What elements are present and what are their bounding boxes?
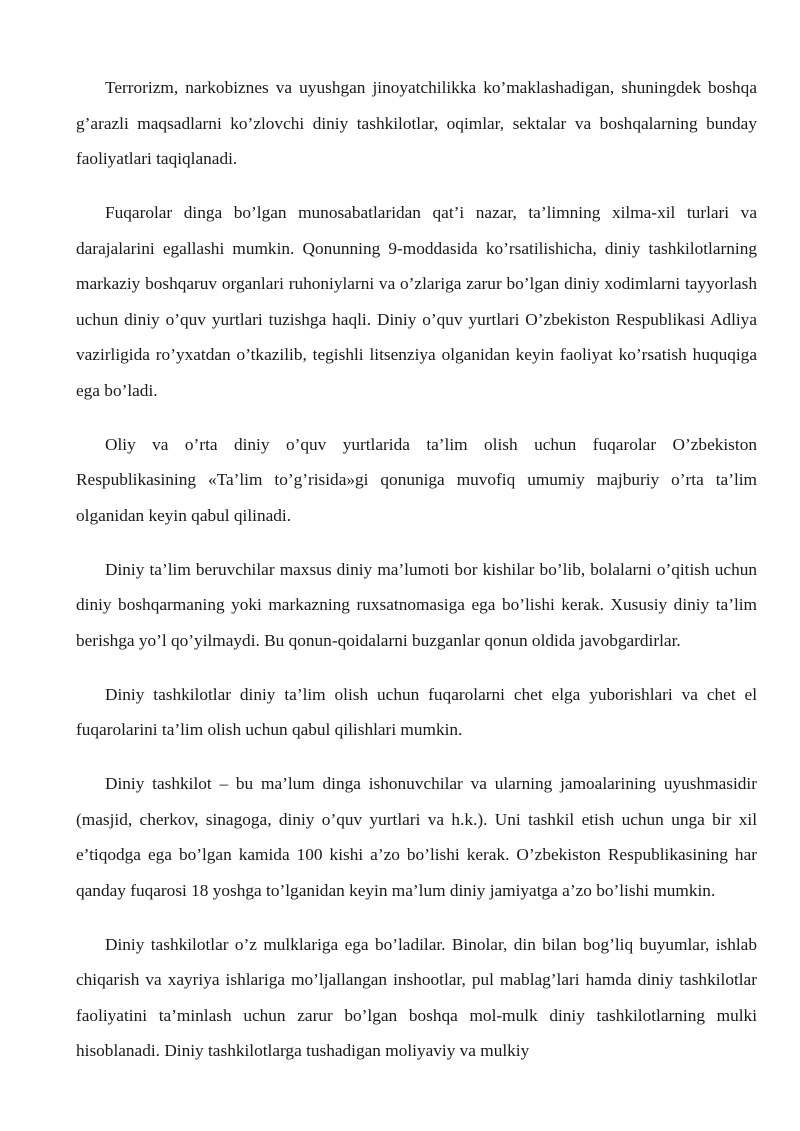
document-page	[76, 70, 757, 1087]
paragraph-teachers: Diniy ta’lim beruvchilar maxsus diniy ma’lumoti bor kishilar bo’lib, bolalarni o’qitish uchun diniy boshqarmaning yoki markazning ruxsatnomasiga ega bo’lishi kerak. Xususiy diniy ta’lim berishga yo’l qo’yilmaydi. Bu qonun-qoidalarni buzganlar qonun oldida javobgardirlar.	[76, 559, 757, 650]
paragraph-property: Diniy tashkilotlar o’z mulklariga ega bo’ladilar. Binolar, din bilan bog’liq buyumlar, ishlab chiqarish va xayriya ishlariga mo’ljallangan inshootlar, pul mablag’lari hamda diniy tashkilotlar faoliyatini ta’minlash uchun zarur bo’lgan boshqa mol-mulk diniy tashkilotlarning mulki hisoblanadi. Diniy tashkilotlarga tushadigan moliyaviy va mulkiy	[76, 934, 757, 1060]
paragraph-religious-organization: Diniy tashkilot – bu ma’lum dinga ishonuvchilar va ularning jamoalarining uyushmasidir (masjid, cherkov, sinagoga, diniy o’quv yurtlari va h.k.). Uni tashkil etish uchun unga bir xil e’tiqodga ega bo’lgan kamida 100 kishi a’zo bo’lishi kerak. O’zbekiston Respublikasining har qanday fuqarosi 18 yoshga to’lganidan keyin ma’lum diniy jamiyatga a’zo bo’lishi mumkin.	[76, 774, 757, 900]
paragraph-religious-education: Fuqarolar dinga bo’lgan munosabatlaridan qat’i nazar, ta’limning xilma-xil turlari va darajalarini egallashi mumkin. Qonunning 9-moddasida ko’rsatilishicha, diniy tashkilotlarning markaziy boshqaruv organlari ruhoniylarni va o’zlariga zarur bo’lgan diniy xodimlarni tayyorlash uchun diniy o’quv yurtlari tuzishga haqli. Diniy o’quv yurtlari O’zbekiston Respublikasi Adliya vazirligida ro’yxatdan o’tkazilib, tegishli litsenziya olganidan keyin faoliyat ko’rsatish huquqiga ega bo’ladi.	[76, 203, 757, 400]
paragraph-study-abroad: Diniy tashkilotlar diniy ta’lim olish uchun fuqarolarni chet elga yuborishlari va chet el fuqarolarini ta’lim olish uchun qabul qilishlari mumkin.	[76, 684, 757, 739]
paragraph-admission: Oliy va o’rta diniy o’quv yurtlarida ta’lim olish uchun fuqarolar O’zbekiston Respublikasining «Ta’lim to’g’risida»gi qonuniga muvofiq umumiy majburiy o’rta ta’lim olganidan keyin qabul qilinadi.	[76, 434, 757, 525]
paragraph-terrorism-ban: Terrorizm, narkobiznes va uyushgan jinoyatchilikka ko’maklashadigan, shuningdek boshqa g’arazli maqsadlarni ko’zlovchi diniy tashkilotlar, oqimlar, sektalar va boshqalarning bunday faoliyatlari taqiqlanadi.	[76, 78, 757, 168]
